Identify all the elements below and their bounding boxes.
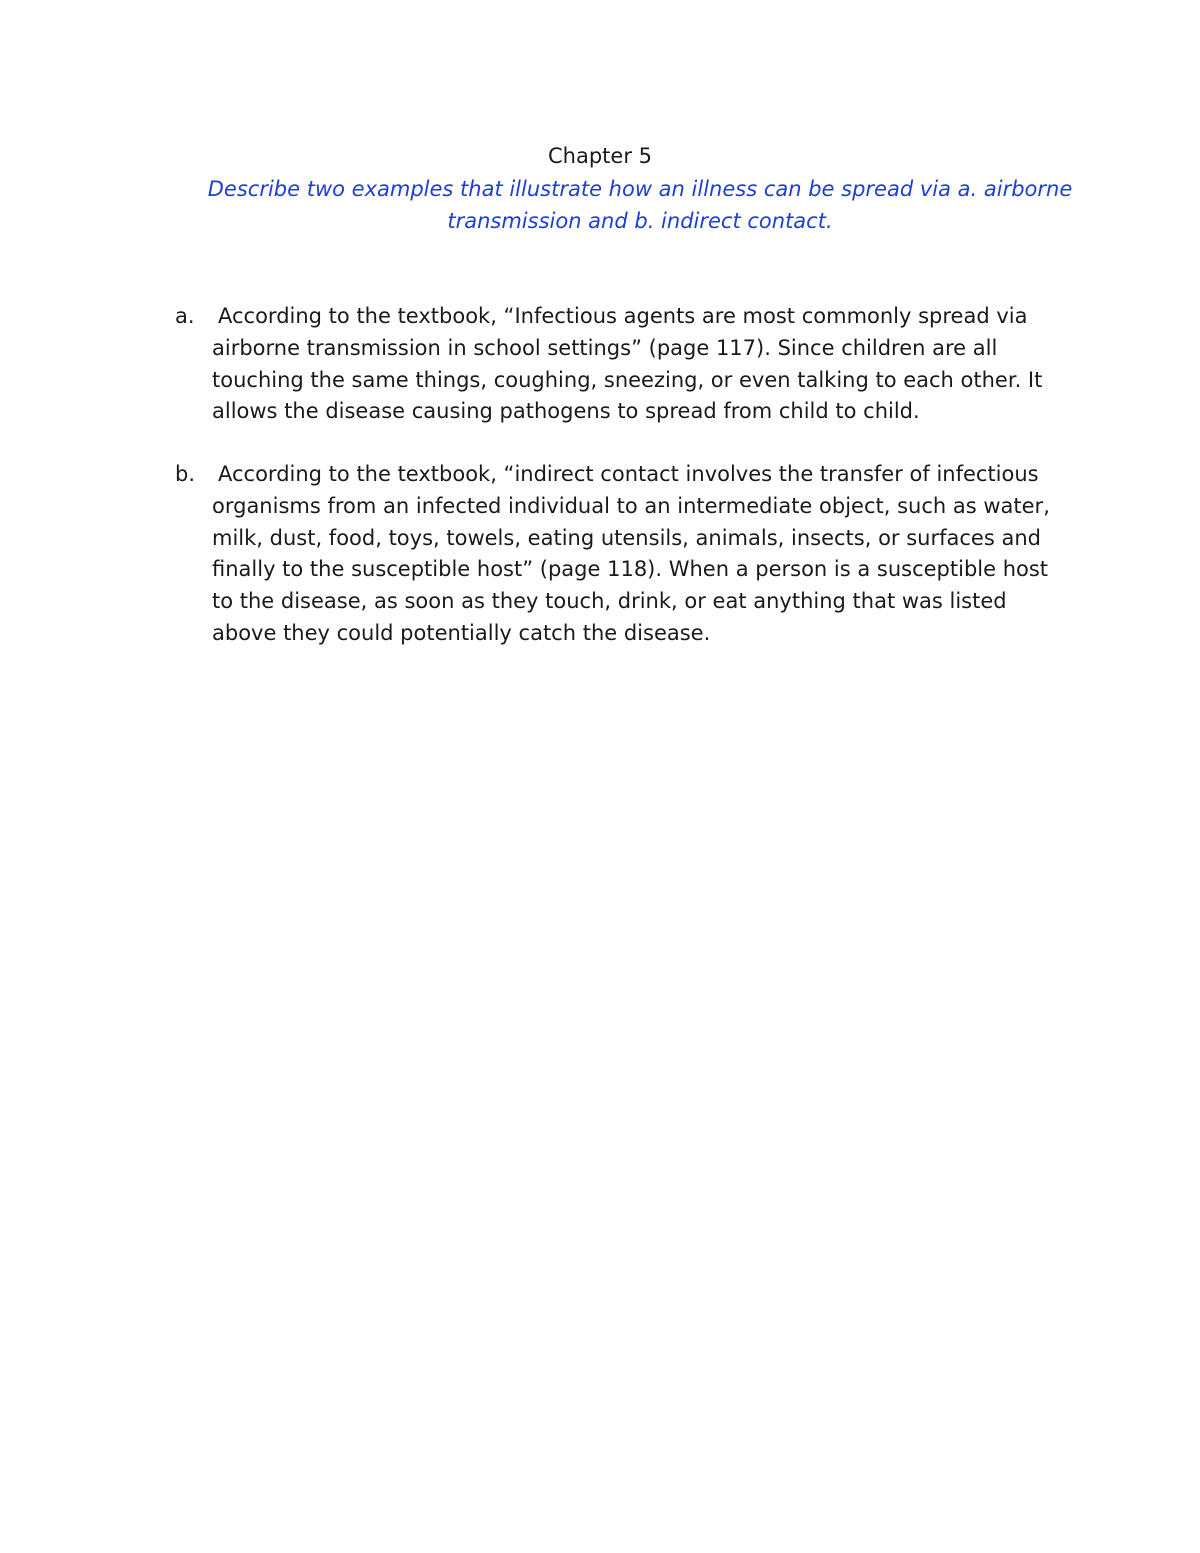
answer-text-a-content: According to the textbook, “Infectious agents are most commonly spread via airborne transmission in school settings” (page 117). Since children are all touching the same things, coughing, sneezing, or even talking to each other. It allows the disease causing pathogens to spread from child to child. <box>212 304 1043 424</box>
list-marker-b: b. <box>175 462 196 486</box>
answer-text-b <box>212 459 1075 650</box>
answer-text-a <box>212 301 1075 428</box>
page-title: Chapter 5 <box>548 144 652 168</box>
answer-item-b <box>175 459 1075 650</box>
list-marker-a: a. <box>175 304 195 328</box>
question-prompt: Describe two examples that illustrate how an illness can be spread via a. airborne transmission and b. indirect contact. <box>207 177 1073 233</box>
answer-text-b-content: According to the textbook, “indirect contact involves the transfer of infectious organisms from an infected individual to an intermediate object, such as water, milk, dust, food, toys, towels, eating utensils, animals, insects, or surfaces and finally to the susceptible host” (page 118). When a person is a susceptible host to the disease, as soon as they touch, drink, or eat anything that was listed above they could potentially catch the disease. <box>212 462 1050 645</box>
answer-item-a <box>175 301 1075 428</box>
